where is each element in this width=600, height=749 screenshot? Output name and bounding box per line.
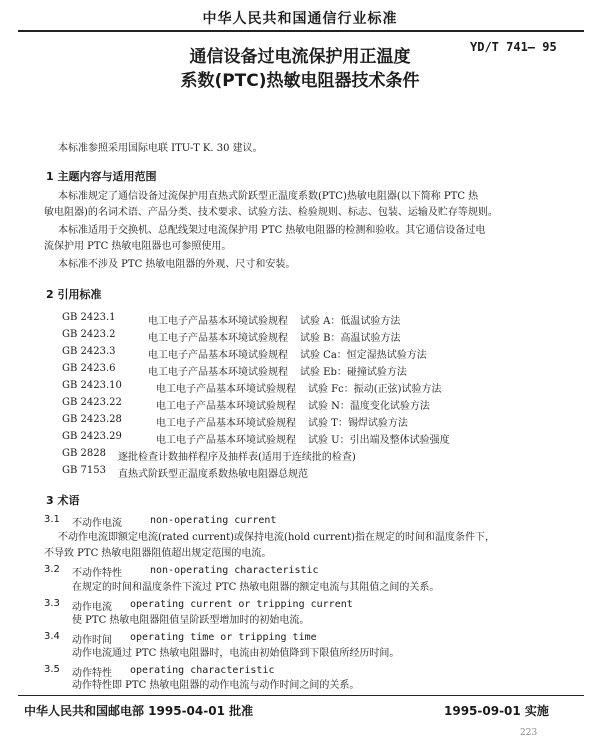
term-chinese: 不动作电流	[72, 518, 122, 529]
reference-name: 逐批检查计数抽样程序及抽样表(适用于连续批的检查)	[118, 452, 356, 463]
reference-code: GB 7153	[62, 465, 106, 476]
term-definition: 不导致 PTC 热敏电阻器阻值超出规定范围的电流。	[44, 548, 272, 559]
reference-code: GB 2423.2	[62, 329, 116, 340]
effective-date: 1995-09-01 实施	[444, 704, 549, 718]
reference-name: 电工电子产品基本环境试验规程	[156, 418, 296, 429]
term-english: operating current or tripping current	[130, 599, 353, 610]
reference-test: 试验 N：温度变化试验方法	[308, 401, 430, 412]
term-definition: 在规定的时间和温度条件下流过 PTC 热敏电阻器的额定电流与其阻值之间的关系。	[72, 582, 440, 593]
section-heading: 1 主题内容与适用范围	[46, 170, 157, 183]
term-number: 3.2	[44, 564, 60, 575]
reference-name: 直热式阶跃型正温度系数热敏电阻器总规范	[118, 469, 308, 480]
term-english: operating time or tripping time	[130, 632, 317, 643]
term-english: operating characteristic	[130, 665, 275, 676]
term-number: 3.4	[44, 631, 60, 642]
term-english: non-operating current	[150, 515, 277, 526]
reference-test: 试验 Ca：恒定湿热试验方法	[300, 350, 427, 361]
reference-test: 试验 A：低温试验方法	[300, 316, 401, 327]
paragraph-line: 本标准规定了通信设备过流保护用直热式阶跃型正温度系数(PTC)热敏电阻器(以下简称 PTC 热	[58, 191, 479, 202]
reference-test: 试验 B：高温试验方法	[300, 333, 401, 344]
reference-test: 试验 U：引出端及整体试验强度	[308, 435, 450, 446]
reference-code: GB 2423.6	[62, 363, 116, 374]
reference-test: 试验 T：锡焊试验方法	[308, 418, 408, 429]
footer-rule	[18, 695, 584, 696]
reference-code: GB 2423.10	[62, 380, 122, 391]
term-number: 3.5	[44, 664, 60, 675]
term-definition: 动作特性即 PTC 热敏电阻器的动作电流与动作时间之间的关系。	[72, 680, 360, 691]
term-chinese: 动作时间	[72, 635, 112, 646]
paragraph-line: 本标准不涉及 PTC 热敏电阻器的外观、尺寸和安装。	[58, 259, 296, 270]
term-definition: 使 PTC 热敏电阻器阻值呈阶跃型增加时的初始电流。	[72, 615, 310, 626]
document-title-line2: 系数(PTC)热敏电阻器技术条件	[180, 71, 420, 91]
reference-name: 电工电子产品基本环境试验规程	[148, 333, 288, 344]
reference-code: GB 2423.3	[62, 346, 116, 357]
term-number: 3.3	[44, 598, 60, 609]
term-chinese: 不动作特性	[72, 568, 122, 579]
paragraph-line: 本标准适用于交换机、总配线架过电流保护用 PTC 热敏电阻器的检测和验收。其它通信设备过电	[58, 225, 486, 236]
term-definition: 动作电流通过 PTC 热敏电阻器时，电流由初始值降到下限值所经历时间。	[72, 648, 400, 659]
document-title-line1: 通信设备过电流保护用正温度	[189, 47, 411, 67]
reference-code: GB 2828	[62, 448, 106, 459]
reference-name: 电工电子产品基本环境试验规程	[156, 384, 296, 395]
reference-name: 电工电子产品基本环境试验规程	[156, 401, 296, 412]
reference-code: GB 2423.29	[62, 431, 122, 442]
intro-paragraph: 本标准参照采用国际电联 ITU-T K. 30 建议。	[58, 143, 263, 154]
term-chinese: 动作特性	[72, 668, 112, 679]
section-heading: 3 术语	[46, 494, 80, 507]
document-header: 中华人民共和国通信行业标准	[202, 11, 398, 27]
reference-code: GB 2423.28	[62, 414, 122, 425]
paragraph-line: 流保护用 PTC 热敏电阻器也可参照使用。	[44, 241, 232, 252]
page-number: 223	[520, 728, 538, 738]
term-definition: 不动作电流即额定电流(rated current)或保持电流(hold current)指在规定的时间和温度条件下，	[58, 532, 496, 543]
reference-name: 电工电子产品基本环境试验规程	[156, 435, 296, 446]
reference-name: 电工电子产品基本环境试验规程	[148, 350, 288, 361]
term-chinese: 动作电流	[72, 602, 112, 613]
reference-name: 电工电子产品基本环境试验规程	[148, 367, 288, 378]
reference-test: 试验 Fc：振动(正弦)试验方法	[308, 384, 442, 395]
term-english: non-operating characteristic	[150, 565, 319, 576]
reference-test: 试验 Eb：碰撞试验方法	[300, 367, 407, 378]
reference-code: GB 2423.22	[62, 397, 122, 408]
approval-note: 中华人民共和国邮电部 1995-04-01 批准	[24, 704, 254, 718]
section-heading: 2 引用标准	[46, 288, 102, 301]
standard-number: YD/T 741— 95	[470, 40, 557, 54]
header-rule	[18, 30, 584, 32]
reference-name: 电工电子产品基本环境试验规程	[148, 316, 288, 327]
term-number: 3.1	[44, 514, 60, 525]
reference-code: GB 2423.1	[62, 312, 116, 323]
paragraph-line: 敏电阻器)的名词术语、产品分类、技术要求、试验方法、检验规则、标志、包装、运输及贮存等规则。	[44, 207, 498, 218]
